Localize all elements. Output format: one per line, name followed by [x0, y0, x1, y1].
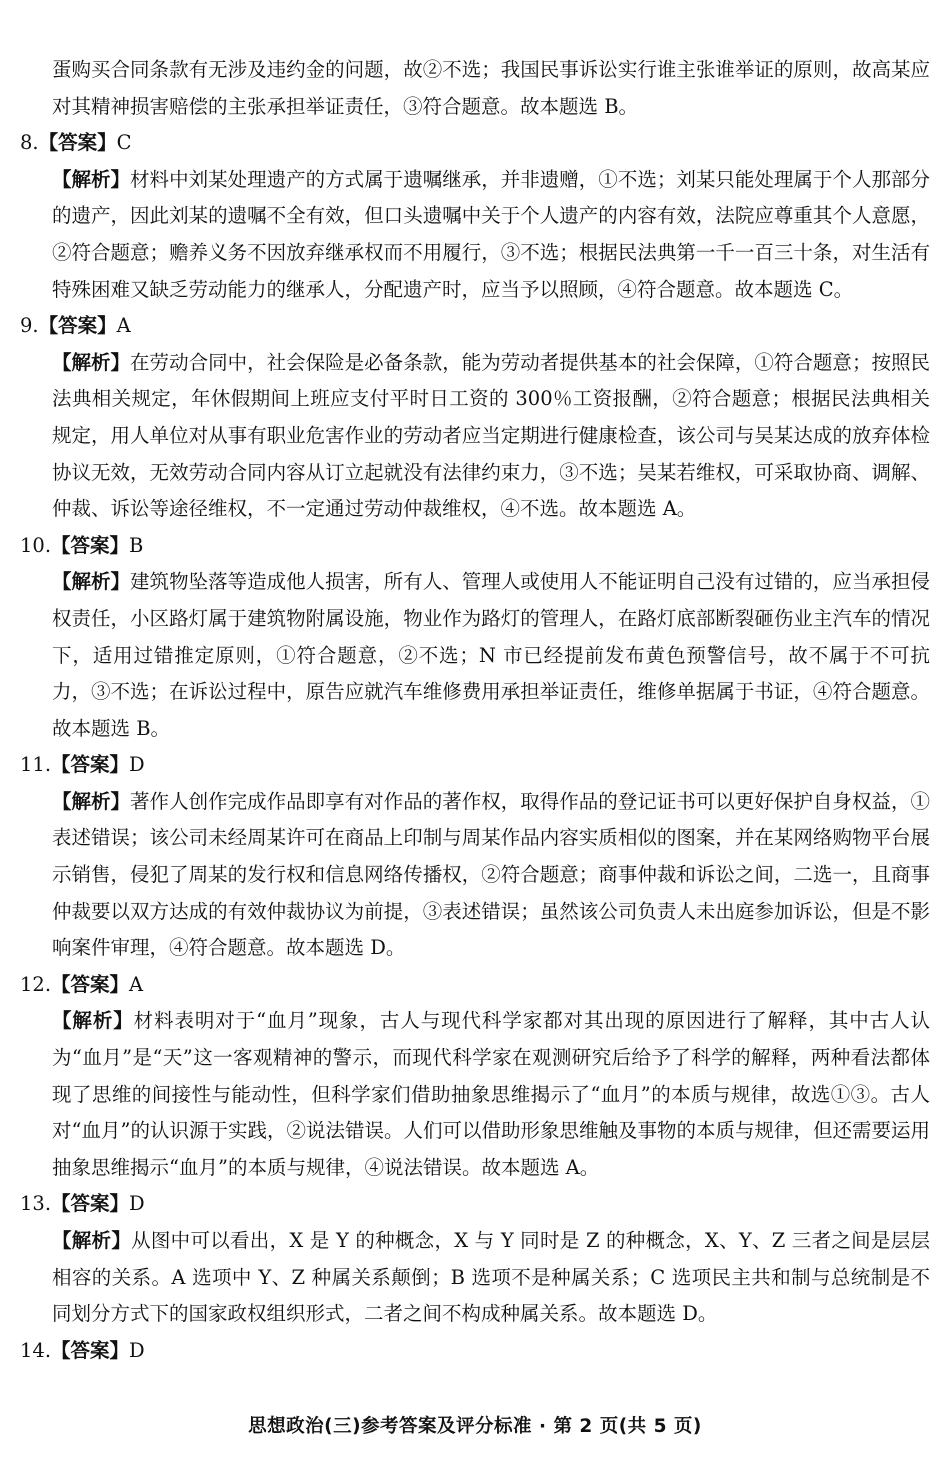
item-number: 14.	[20, 1338, 52, 1362]
analysis-paragraph	[20, 162, 930, 308]
item-number: 8.	[20, 131, 39, 155]
answer-value: A	[129, 972, 144, 996]
answer-item-12	[20, 967, 930, 1187]
analysis-text: 材料中刘某处理遗产的方式属于遗嘱继承，并非遗赠，①不选；刘某只能处理属于个人那部分的遗产，因此刘某的遗嘱不全有效，但口头遗嘱中关于个人遗产的内容有效，法院应尊重其个人意愿，②符合题意；赡养义务不因放弃继承权而不用履行，③不选；根据民法典第一千一百三十条，对生活有特殊困难又缺乏劳动能力的继承人，分配遗产时，应当予以照顾，④符合题意。故本题选 C。	[52, 167, 930, 301]
analysis-text: 在劳动合同中，社会保险是必备条款，能为劳动者提供基本的社会保障，①符合题意；按照民法典相关规定，年休假期间上班应支付平时日工资的 300％工资报酬，②符合题意；根据民法典相关规定，用人单位对从事有职业危害作业的劳动者应当定期进行健康检查，该公司与吴某达成的放弃体检协议无效，无效劳动合同内容从订立起就没有法律约束力，③不选；吴某若维权，可采取协商、调解、仲裁、诉讼等途径维权，不一定通过劳动仲裁维权，④不选。故本题选 A。	[52, 350, 930, 521]
continuation-paragraph: 蛋购买合同条款有无涉及违约金的问题，故②不选；我国民事诉讼实行谁主张谁举证的原则，故高某应对其精神损害赔偿的主张承担举证责任，③符合题意。故本题选 B。	[52, 58, 930, 118]
analysis-text: 从图中可以看出，X 是 Y 的种概念，X 与 Y 同时是 Z 的种概念，X、Y、Z 三者之间是层层相容的关系。A 选项中 Y、Z 种属关系颠倒；B 选项不是种属关系；C 选项民主共和制与总统制是不同划分方式下的国家政权组织形式，二者之间不构成种属关系。故本题选 D。	[52, 1229, 930, 1326]
analysis-label: 【解析】	[52, 167, 131, 191]
answer-label: 【答案】	[51, 972, 130, 996]
answer-value: D	[129, 753, 145, 777]
answer-label: 【答案】	[38, 314, 117, 338]
answer-item-10	[20, 528, 930, 748]
answer-item-14	[20, 1333, 930, 1370]
analysis-paragraph	[20, 564, 930, 747]
item-number: 10.	[20, 533, 52, 557]
answer-value: D	[129, 1192, 145, 1216]
analysis-label: 【解析】	[52, 570, 131, 594]
analysis-label: 【解析】	[52, 350, 131, 374]
answer-item-11	[20, 747, 930, 967]
answer-value: B	[129, 533, 144, 557]
analysis-paragraph	[20, 1223, 930, 1333]
analysis-label: 【解析】	[52, 1229, 132, 1252]
answer-line	[20, 528, 930, 565]
item-number: 11.	[20, 753, 52, 777]
answer-value: A	[116, 314, 131, 338]
answer-line	[20, 747, 930, 784]
answer-item-13	[20, 1186, 930, 1332]
answer-line	[20, 308, 930, 345]
answer-label: 【答案】	[51, 753, 130, 777]
analysis-text: 建筑物坠落等造成他人损害，所有人、管理人或使用人不能证明自己没有过错的，应当承担侵权责任，小区路灯属于建筑物附属设施，物业作为路灯的管理人，在路灯底部断裂砸伤业主汽车的情况下，适用过错推定原则，①符合题意，②不选；N 市已经提前发布黄色预警信号，故不属于不可抗力，③不选；在诉讼过程中，原告应就汽车维修费用承担举证责任，维修单据属于书证，④符合题意。故本题选 B。	[52, 570, 930, 740]
answer-label: 【答案】	[51, 533, 130, 557]
answer-item-8	[20, 125, 930, 308]
analysis-paragraph	[20, 1003, 930, 1186]
analysis-text: 材料表明对于“血月”现象，古人与现代科学家都对其出现的原因进行了解释，其中古人认为“血月”是“天”这一客观精神的警示，而现代科学家在观测研究后给予了科学的解释，两种看法都体现了思维的间接性与能动性，但科学家们借助抽象思维揭示了“血月”的本质与规律，故选①③。古人对“血月”的认识源于实践，②说法错误。人们可以借助形象思维触及事物的本质与规律，但还需要运用抽象思维揭示“血月”的本质与规律，④说法错误。故本题选 A。	[52, 1009, 930, 1179]
page-footer: 思想政治(三)参考答案及评分标准 · 第 2 页(共 5 页)	[248, 1416, 702, 1437]
answer-label: 【答案】	[51, 1192, 130, 1216]
analysis-paragraph	[20, 345, 930, 528]
analysis-label: 【解析】	[52, 1009, 134, 1033]
answer-value: C	[116, 131, 132, 155]
item-number: 9.	[20, 314, 39, 338]
answer-item-9	[20, 308, 930, 528]
answer-line	[20, 967, 930, 1004]
analysis-label: 【解析】	[52, 789, 131, 813]
answer-line	[20, 1186, 930, 1223]
answer-value: D	[129, 1338, 145, 1362]
answer-label: 【答案】	[51, 1338, 130, 1362]
analysis-paragraph	[20, 784, 930, 967]
answer-line	[20, 125, 930, 162]
item-number: 13.	[20, 1192, 52, 1216]
item-number: 12.	[20, 972, 52, 996]
answer-line	[20, 1333, 930, 1370]
answer-label: 【答案】	[38, 131, 117, 155]
analysis-text: 著作人创作完成作品即享有对作品的著作权，取得作品的登记证书可以更好保护自身权益，①表述错误；该公司未经周某许可在商品上印制与周某作品内容实质相似的图案，并在某网络购物平台展示销售，侵犯了周某的发行权和信息网络传播权，②符合题意；商事仲裁和诉讼之间，二选一，且商事仲裁要以双方达成的有效仲裁协议为前提，③表述错误；虽然该公司负责人未出庭参加诉讼，但是不影响案件审理，④符合题意。故本题选 D。	[52, 789, 930, 960]
